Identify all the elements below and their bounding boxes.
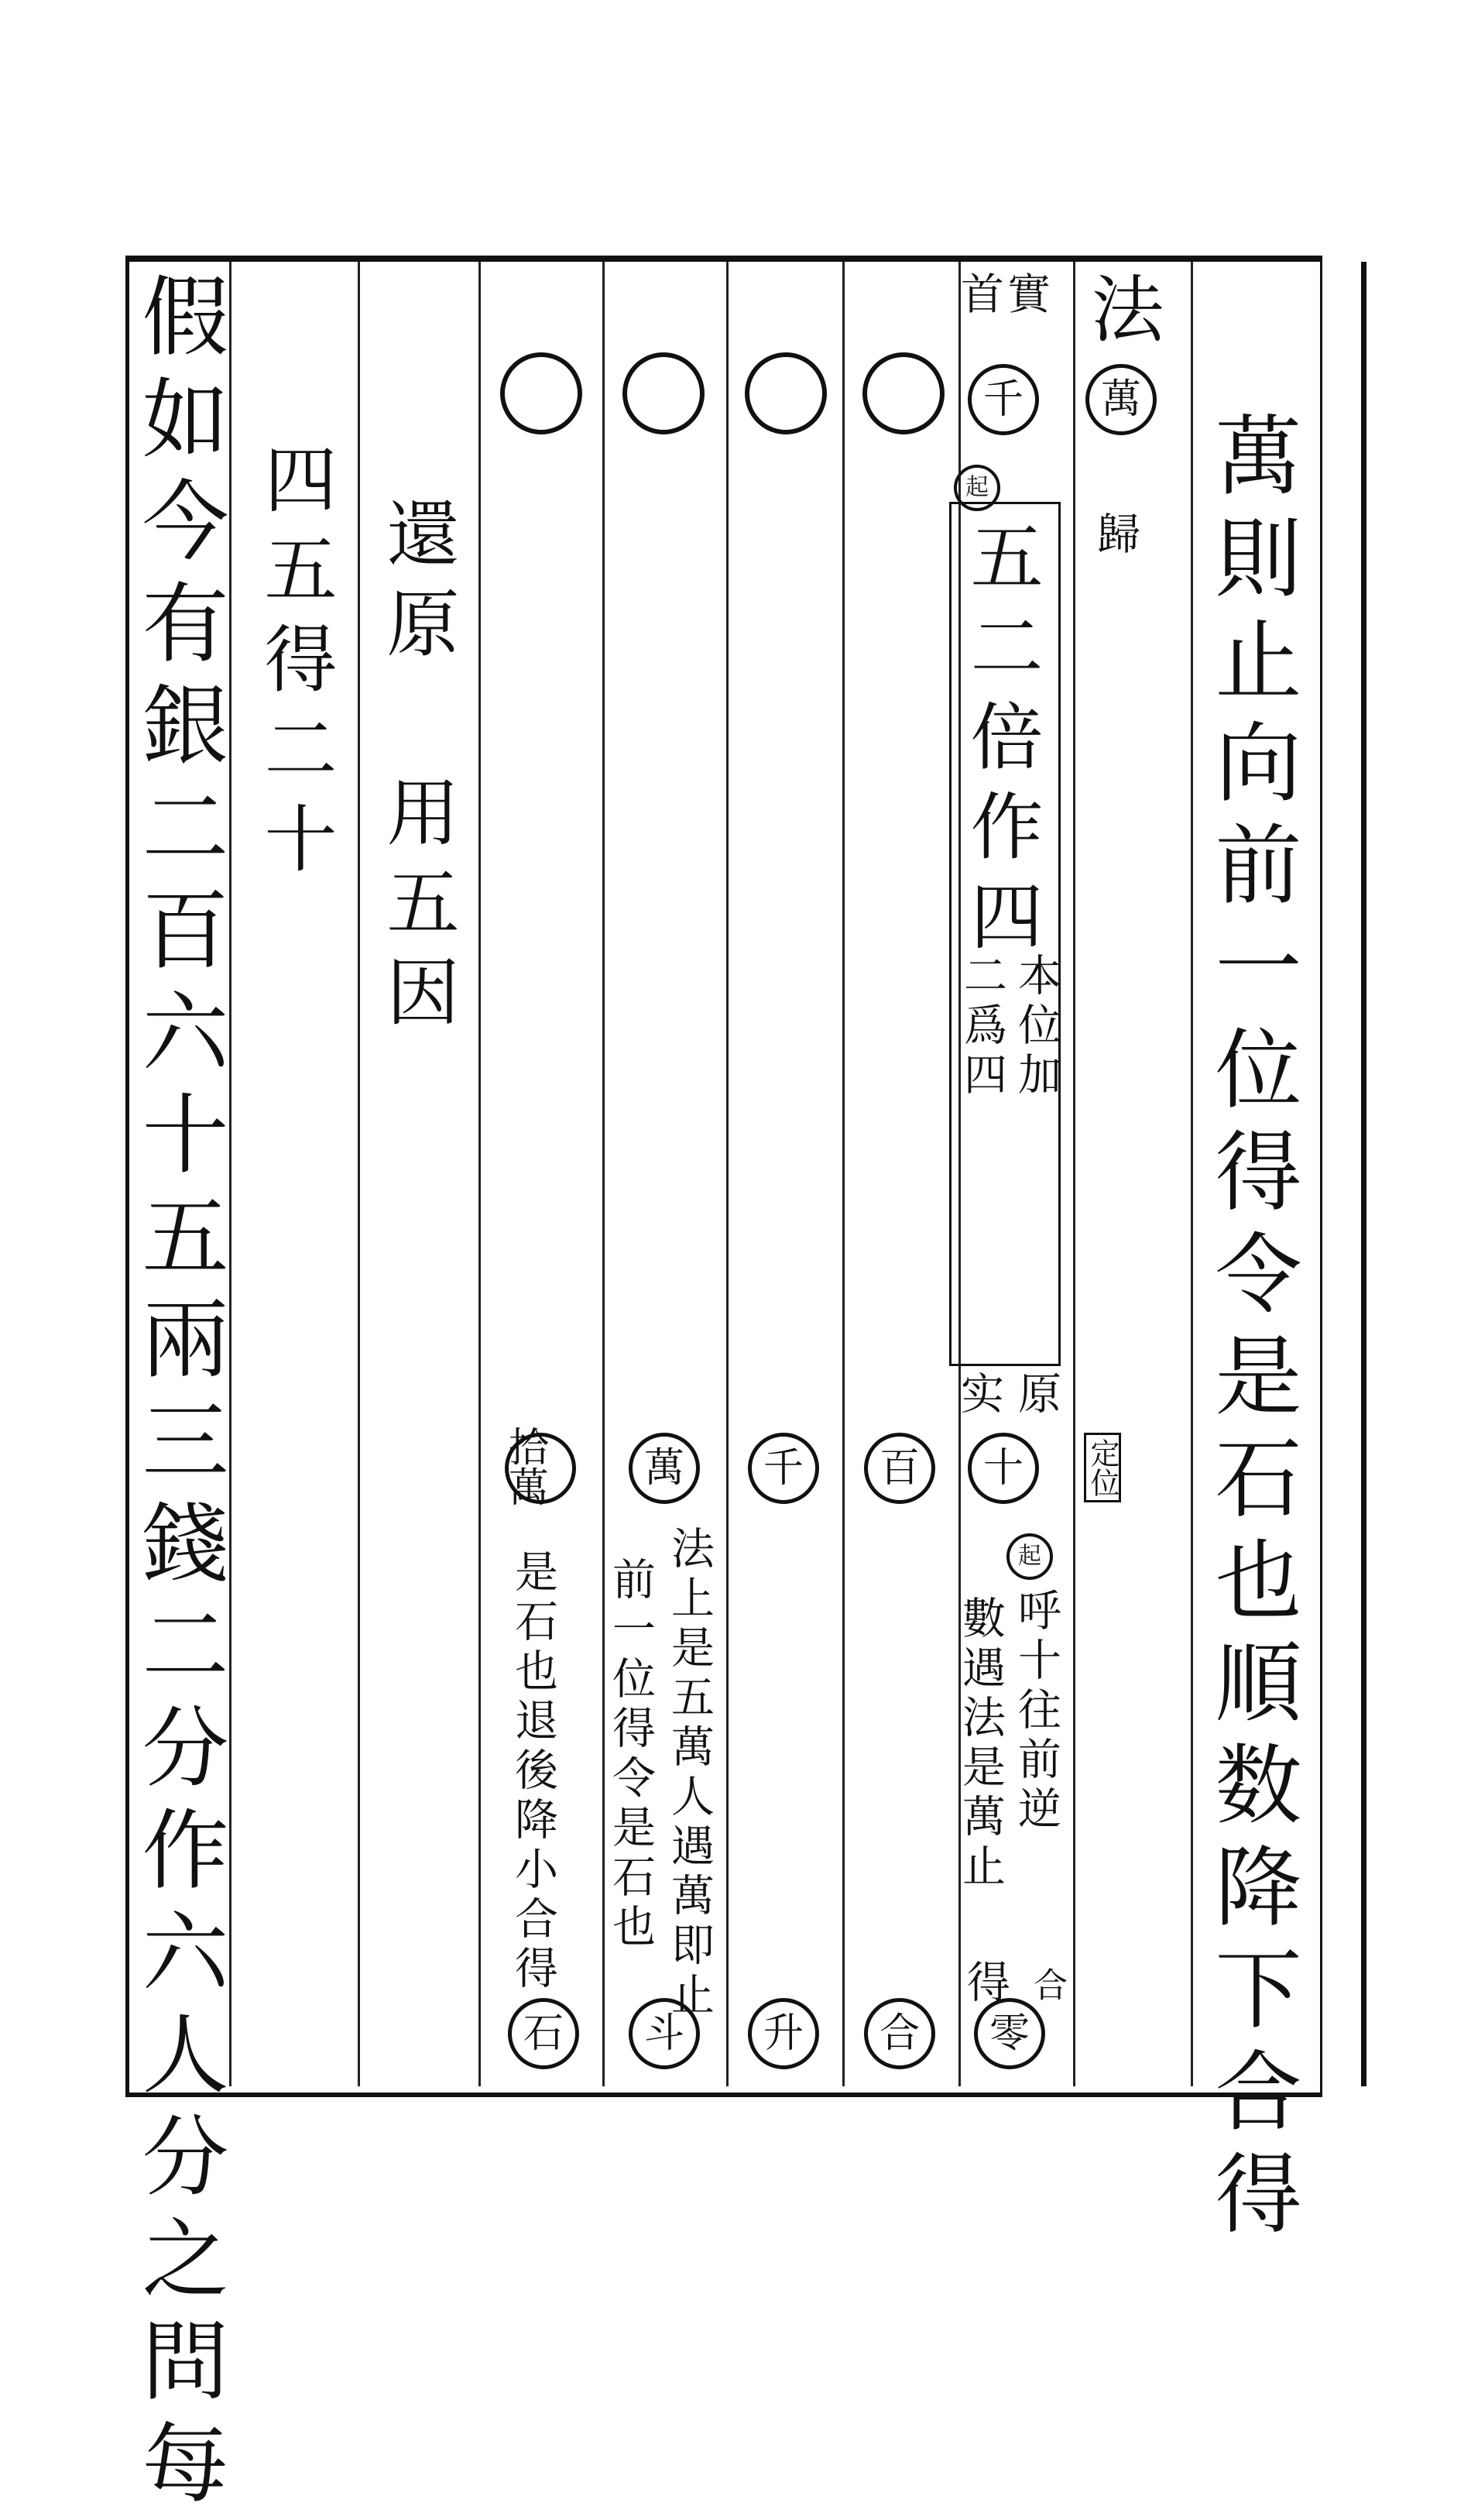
fa-circle-mark: 萬 xyxy=(1085,364,1157,435)
empty-ring xyxy=(862,352,945,434)
note-col-1: 呼十往前逆 xyxy=(1011,1588,1061,1835)
bottom-ge-circle: 零 xyxy=(974,1998,1045,2069)
right-column-text: 萬則止向前一位得令是石也順数降下合得 xyxy=(1201,410,1301,2250)
gui-label: 歸 xyxy=(1090,511,1140,561)
column-rule xyxy=(478,262,481,2086)
note-he: 合 xyxy=(1027,1967,1067,2006)
qi-mark: 起 xyxy=(954,465,1000,511)
note-col-2: 數遇法是萬止 xyxy=(955,1595,1006,1893)
column-rule xyxy=(1073,262,1075,2086)
shou-label: 首 xyxy=(954,271,1004,321)
empty-ring xyxy=(500,352,582,434)
bottom-he-circle: 合 xyxy=(864,1998,935,2069)
yuan-label: 原 xyxy=(1011,1371,1061,1420)
shi-label: 實 xyxy=(1000,271,1051,321)
bottom-shi-circle: 石 xyxy=(508,1998,579,2069)
qi-mark-2: 起 xyxy=(1006,1533,1053,1580)
bottom-dou-circle: 斗 xyxy=(629,1998,700,2069)
shi-circle-mark: 千 xyxy=(968,364,1039,435)
empty-ring xyxy=(622,352,705,434)
column-rule xyxy=(1191,262,1193,2086)
column-rule xyxy=(1361,262,1366,2086)
note-col-5: 是石也退後降小合得 xyxy=(508,1549,558,1995)
note-de: 得 xyxy=(960,1959,1010,2009)
unit-bai-circle: 百 xyxy=(864,1433,935,1504)
calc-note-a: 本位加 xyxy=(1011,953,1061,1101)
restore-formula: 四五得二十 xyxy=(252,441,336,891)
unit-shi-circle: 十 xyxy=(968,1433,1039,1504)
main-calc: 五二倍作四 xyxy=(958,519,1042,968)
column-rule xyxy=(842,262,845,2086)
shi2-label: 实 xyxy=(954,1371,1004,1420)
column-rule xyxy=(726,262,729,2086)
unit-qian-circle: 千 xyxy=(748,1433,819,1504)
fa-label: 法 xyxy=(1078,271,1163,361)
unit-shiwan-circle: 拾萬 xyxy=(505,1433,576,1504)
column-rule xyxy=(358,262,360,2086)
note-col-3: 法上是五萬人遇萬即止 xyxy=(664,1526,715,2021)
ding-wei-box: 定位 xyxy=(1084,1433,1121,1502)
column-rule xyxy=(229,262,231,2086)
calc-note-b: 二爲四 xyxy=(957,953,1007,1101)
unit-wan-circle: 萬 xyxy=(629,1433,700,1504)
column-rule xyxy=(602,262,605,2086)
left-column-text: 假如今有銀二百六十五兩三錢二分作六人分之問每 xyxy=(128,271,228,2520)
huan-yuan-label: 還原 xyxy=(374,496,458,675)
yong-wu-yin: 用五因 xyxy=(374,774,458,1044)
bottom-sheng-circle: 升 xyxy=(748,1998,819,2069)
note-col-4: 前一位得令是石也 xyxy=(605,1557,656,1953)
empty-ring xyxy=(745,352,827,434)
